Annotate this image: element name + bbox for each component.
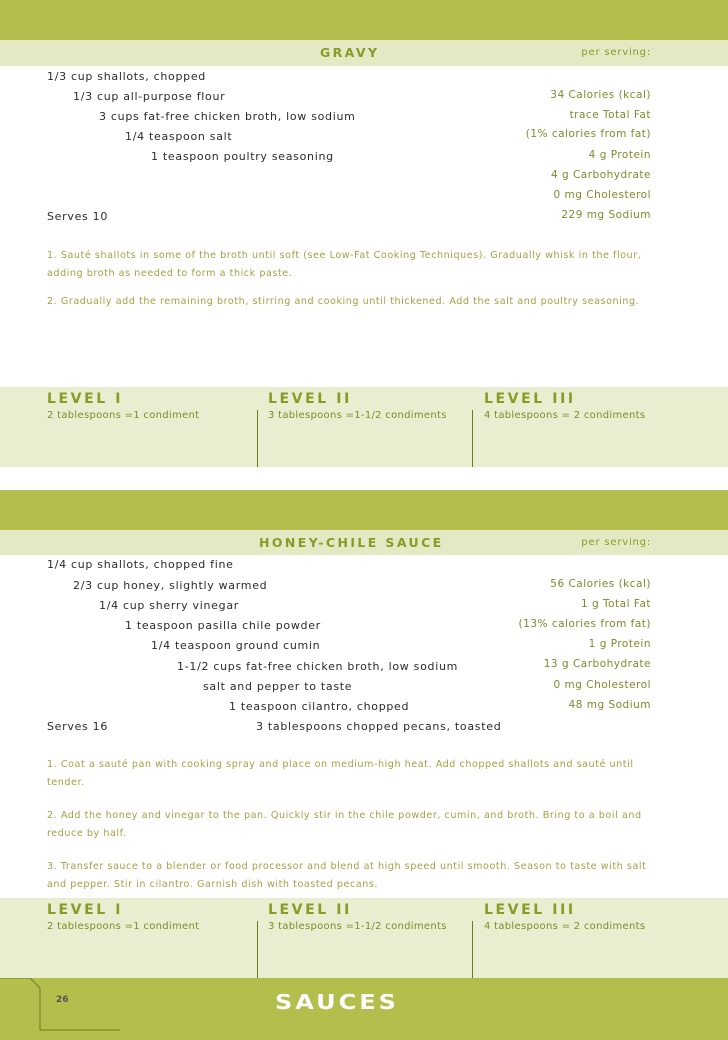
nutrition-fact: 1 g Protein [588, 638, 651, 650]
recipe-title: HONEY-CHILE SAUCE [259, 535, 444, 550]
ingredient: 1/4 cup sherry vinegar [99, 599, 239, 612]
nutrition-fact: 0 mg Cholesterol [553, 679, 651, 691]
level-serving: 3 tablespoons =1-1/2 condiments [268, 410, 447, 421]
level-serving: 4 tablespoons = 2 condiments [484, 410, 646, 421]
recipe-title: GRAVY [320, 45, 380, 60]
serves-count: Serves 10 [47, 210, 109, 223]
level-title: LEVEL I [47, 902, 124, 918]
per-serving-label: per serving: [581, 47, 651, 58]
ingredient: 1/3 cup all-purpose flour [73, 90, 226, 103]
level-title: LEVEL I [47, 391, 124, 407]
level-divider [472, 921, 473, 978]
nutrition-fact: 4 g Protein [588, 149, 651, 161]
ingredient: 1-1/2 cups fat-free chicken broth, low sodium [177, 660, 459, 673]
nutrition-fact: 48 mg Sodium [568, 699, 651, 711]
instruction-step: 2. Add the honey and vinegar to the pan. Quickly stir in the chile powder, cumin, and broth. Bring to a boil and reduce by half. [47, 810, 642, 839]
serves-count: Serves 16 [47, 720, 109, 733]
ingredient: salt and pepper to taste [203, 680, 353, 693]
per-serving-label: per serving: [581, 537, 651, 548]
middle-band [0, 490, 728, 530]
nutrition-fact: (1% calories from fat) [525, 128, 651, 140]
section-logo: SAUCES [275, 990, 399, 1014]
ingredient: 1/4 teaspoon ground cumin [151, 639, 321, 652]
nutrition-fact: trace Total Fat [569, 109, 651, 121]
ingredient: 1/4 teaspoon salt [125, 130, 233, 143]
instruction-step: 1. Sauté shallots in some of the broth until soft (see Low-Fat Cooking Techniques). Gradually whisk in the flour, adding broth as needed to form a thick paste. [47, 250, 642, 279]
top-band [0, 0, 728, 40]
nutrition-fact: 1 g Total Fat [580, 598, 651, 610]
page-number: 26 [56, 995, 69, 1005]
ingredient: 1/3 cup shallots, chopped [47, 70, 206, 83]
level-divider [472, 410, 473, 467]
nutrition-fact: 4 g Carbohydrate [550, 169, 651, 181]
ingredient: 1/4 cup shallots, chopped fine [47, 558, 234, 571]
ingredient: 1 teaspoon poultry seasoning [151, 150, 334, 163]
level-serving: 4 tablespoons = 2 condiments [484, 921, 646, 932]
level-divider [257, 410, 258, 467]
level-serving: 3 tablespoons =1-1/2 condiments [268, 921, 447, 932]
ingredient: 3 cups fat-free chicken broth, low sodium [99, 110, 356, 123]
instruction-step: 1. Coat a sauté pan with cooking spray and place on medium-high heat. Add chopped shallots and sauté until tender. [47, 759, 634, 788]
nutrition-fact: 34 Calories (kcal) [550, 89, 651, 101]
level-serving: 2 tablespoons =1 condiment [47, 921, 200, 932]
ingredient: 3 tablespoons chopped pecans, toasted [256, 720, 502, 733]
nutrition-fact: 0 mg Cholesterol [553, 189, 651, 201]
level-title: LEVEL II [268, 391, 352, 407]
level-title: LEVEL III [484, 902, 576, 918]
nutrition-fact: 229 mg Sodium [561, 209, 651, 221]
nutrition-fact: 13 g Carbohydrate [543, 658, 651, 670]
nutrition-fact: 56 Calories (kcal) [550, 578, 651, 590]
nutrition-fact: (13% calories from fat) [518, 618, 651, 630]
instruction-step: 2. Gradually add the remaining broth, stirring and cooking until thickened. Add the salt and poultry seasoning. [47, 296, 640, 307]
level-divider [257, 921, 258, 978]
page-corner-line [0, 978, 120, 1040]
level-title: LEVEL III [484, 391, 576, 407]
level-title: LEVEL II [268, 902, 352, 918]
instruction-step: 3. Transfer sauce to a blender or food processor and blend at high speed until smooth. Season to taste with salt and pepper. Stir in cilantro. Garnish dish with toasted pecans. [47, 861, 647, 890]
level-serving: 2 tablespoons =1 condiment [47, 410, 200, 421]
ingredient: 1 teaspoon pasilla chile powder [125, 619, 321, 632]
ingredient: 1 teaspoon cilantro, chopped [229, 700, 410, 713]
ingredient: 2/3 cup honey, slightly warmed [73, 579, 268, 592]
